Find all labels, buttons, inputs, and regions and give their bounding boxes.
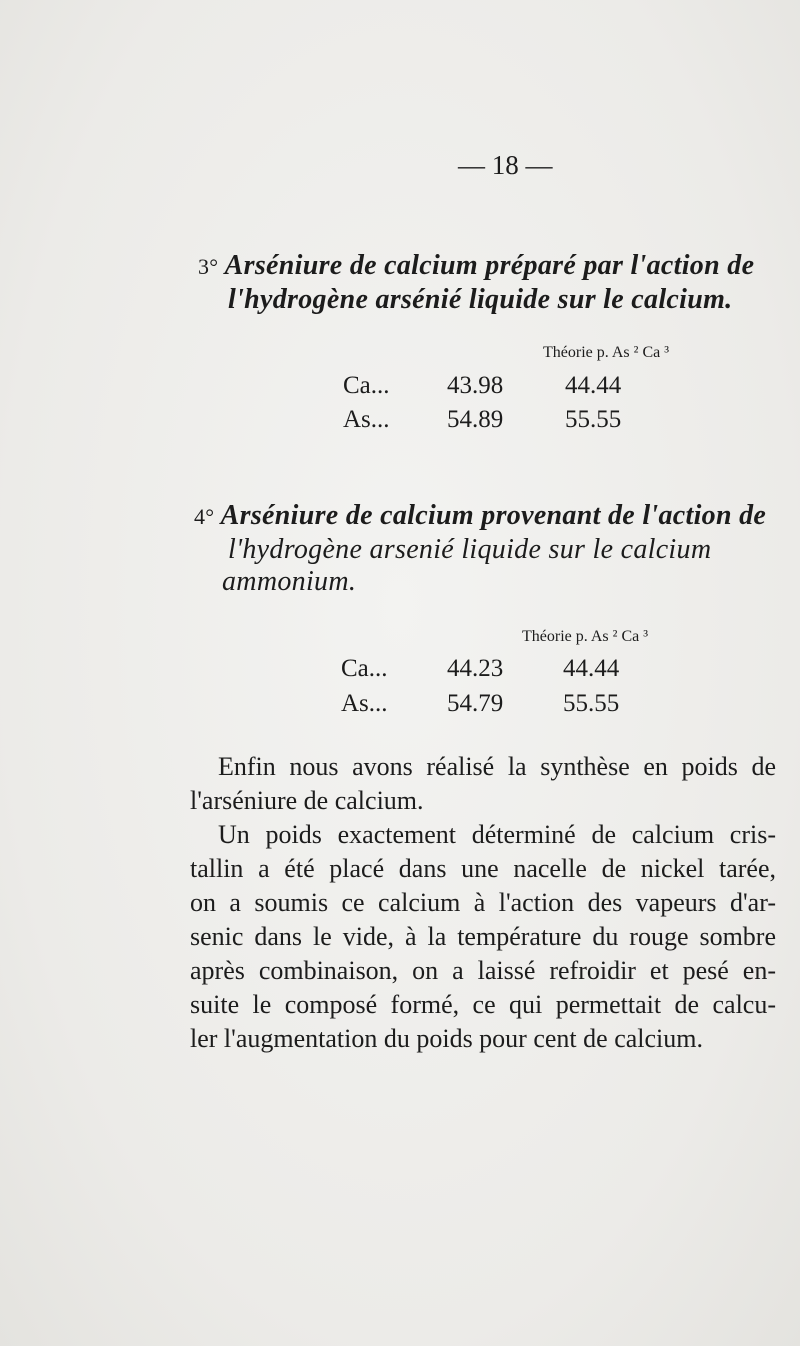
table-row — [343, 372, 443, 400]
paragraph-line: senic dans le vide, à la température du rouge sombre — [190, 922, 776, 951]
row-theory-value: 55.55 — [563, 690, 620, 717]
row-theory-value: 44.44 — [563, 655, 620, 682]
paragraph-line: tallin a été placé dans une nacelle de nickel tarée, — [190, 854, 776, 883]
section-4-heading-line-1 — [194, 500, 766, 532]
paragraph-line: Enfin nous avons réalisé la synthèse en poids de — [218, 752, 776, 781]
paragraph-line: on a soumis ce calcium à l'action des vapeurs d'ar- — [190, 888, 776, 917]
table-row — [341, 690, 441, 718]
section-4-heading-text-1: Arséniure de calcium provenant de l'action de — [220, 500, 767, 531]
row-theory-value: 55.55 — [565, 406, 622, 433]
table-row — [343, 406, 443, 434]
section-3-theory-header: Théorie p. As ² Ca ³ — [543, 344, 670, 361]
section-4-heading-line-2: l'hydrogène arsenié liquide sur le calcium — [228, 534, 712, 565]
row-found-value: 54.89 — [447, 406, 504, 433]
row-label: As... — [341, 690, 388, 717]
row-found-value: 44.23 — [447, 655, 504, 682]
section-4-theory-header: Théorie p. As ² Ca ³ — [522, 628, 649, 645]
section-3-heading-line-2: l'hydrogène arsénié liquide sur le calcium. — [228, 284, 733, 315]
page-number: — 18 — — [458, 150, 553, 180]
paragraph-line: Un poids exactement déterminé de calcium cris- — [218, 820, 776, 849]
section-4-heading-line-3: ammonium. — [222, 566, 357, 597]
row-label: As... — [343, 406, 390, 433]
row-label: Ca... — [343, 372, 390, 399]
section-4-number: 4° — [194, 504, 215, 529]
section-3-number: 3° — [198, 254, 219, 279]
row-found-value: 43.98 — [447, 372, 504, 399]
row-found-value: 54.79 — [447, 690, 504, 717]
paragraph-line: après combinaison, on a laissé refroidir et pesé en- — [190, 956, 776, 985]
paragraph-line: ler l'augmentation du poids pour cent de calcium. — [190, 1024, 703, 1053]
paragraph-line: suite le composé formé, ce qui permettait de calcu- — [190, 990, 776, 1019]
row-theory-value: 44.44 — [565, 372, 622, 399]
paragraph-line: l'arséniure de calcium. — [190, 786, 424, 815]
table-row — [341, 655, 441, 683]
row-label: Ca... — [341, 655, 388, 682]
section-3-heading-text-1: Arséniure de calcium préparé par l'action de — [224, 250, 755, 281]
section-3-heading-line-1 — [198, 250, 754, 282]
